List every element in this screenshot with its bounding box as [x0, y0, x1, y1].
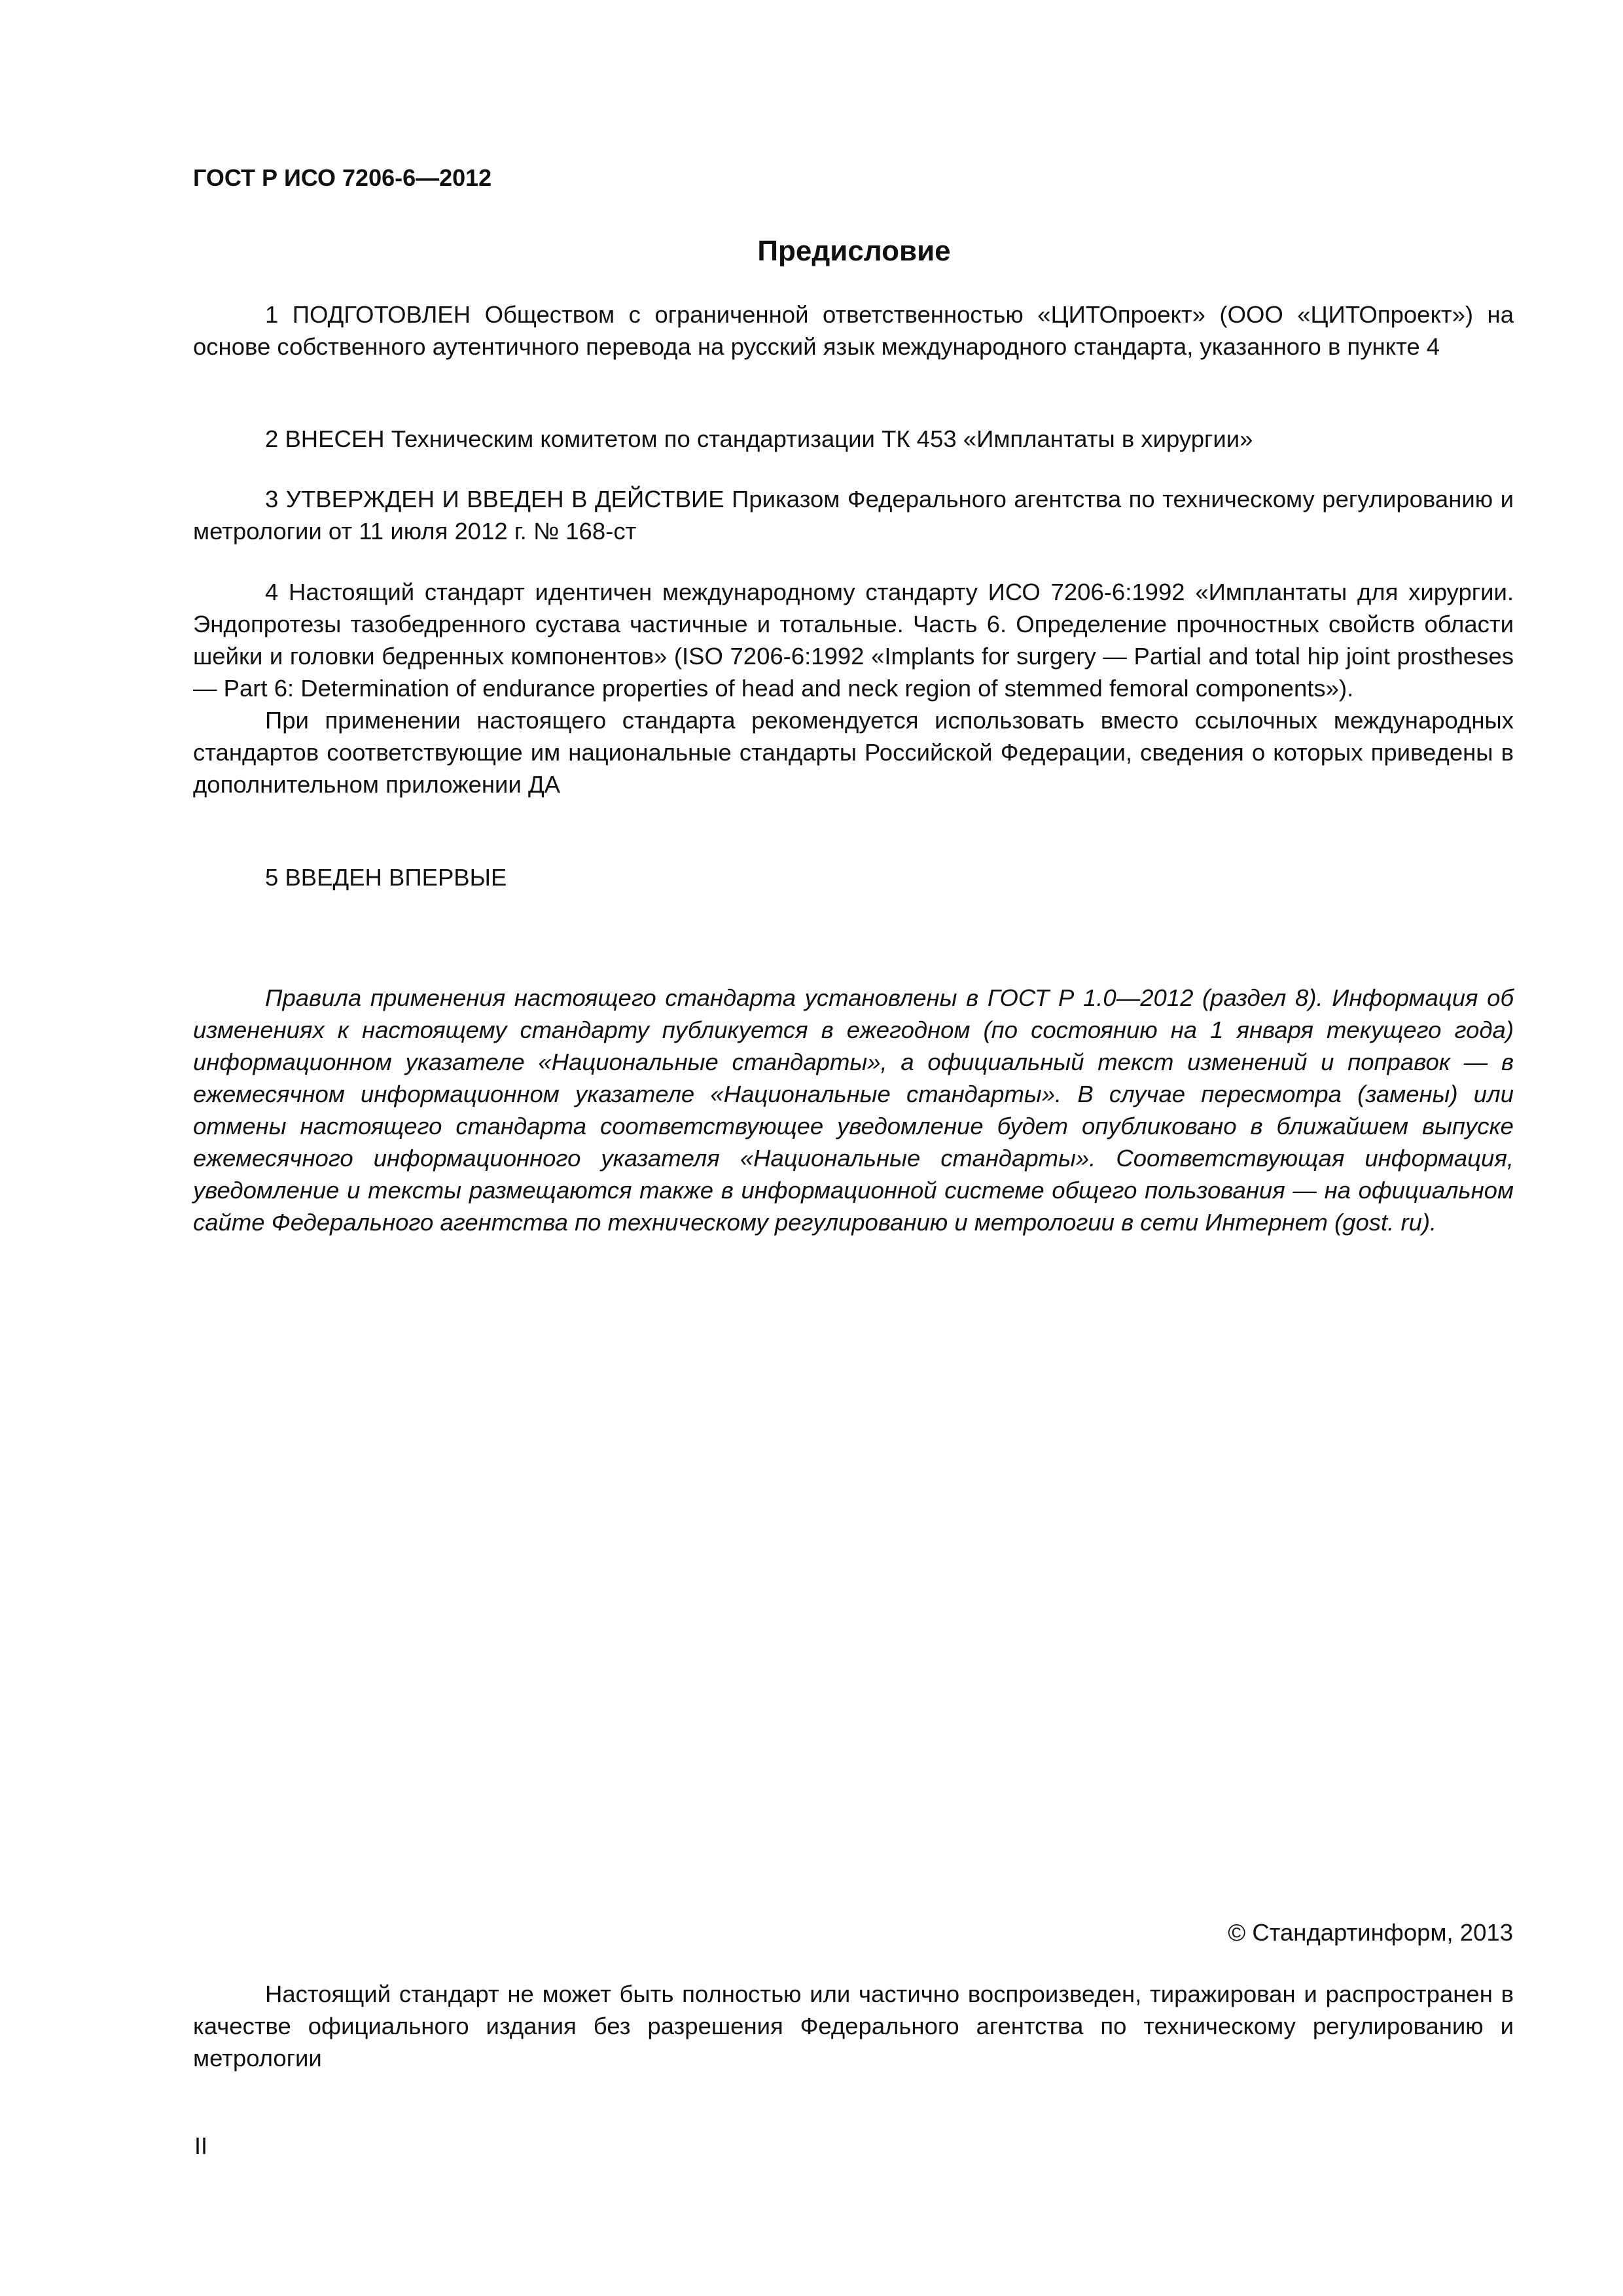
reproduction-notice-text: Настоящий стандарт не может быть полностью или частично воспроизведен, тиражирован и распространен в качестве официального издания без разрешения Федерального агентства по техническому регулированию и метрологии: [193, 1981, 1514, 2072]
foreword-item-1: [193, 298, 1514, 363]
reproduction-notice: [193, 1978, 1514, 2074]
copyright-notice: © Стандартинформ, 2013: [1228, 1919, 1513, 1946]
page-number: II: [194, 2132, 208, 2159]
foreword-item-4-text: 4 Настоящий стандарт идентичен международному стандарту ИСО 7206-6:1992 «Имплантаты для хирургии. Эндопротезы тазобедренного сустава частичные и тотальные. Часть 6. Определение прочностных свойств области шейки и головки бедренных компонентов» (ISO 7206-6:1992 «Implants for surgery — Partial and total hip joint prostheses — Part 6: Determination of endurance properties of head and neck region of stemmed femoral components»).: [193, 579, 1514, 702]
foreword-item-2: [193, 423, 1514, 455]
rules-notice-text: Правила применения настоящего стандарта установлены в ГОСТ Р 1.0—2012 (раздел 8). Информация об изменениях к настоящему стандарту публикуется в ежегодном (по состоянию на 1 января текущего года) информационном указателе «Национальные стандарты», а официальный текст изменений и поправок — в ежемесячном информационном указателе «Национальные стандарты». В случае пересмотра (замены) или отмены настоящего стандарта соответствующее уведомление будет опубликовано в ближайшем выпуске ежемесячного информационного указателя «Национальные стандарты». Соответствующая информация, уведомление и тексты размещаются также в информационной системе общего пользования — на официальном сайте Федерального агентства по техническому регулированию и метрологии в сети Интернет (gost. ru).: [193, 984, 1514, 1236]
foreword-item-1-text: 1 ПОДГОТОВЛЕН Обществом с ограниченной ответственностью «ЦИТОпроект» (ООО «ЦИТОпроект») на основе собственного аутентичного перевода на русский язык международного стандарта, указанного в пункте 4: [193, 301, 1514, 360]
foreword-item-2-text: 2 ВНЕСЕН Техническим комитетом по стандартизации ТК 453 «Имплантаты в хирургии»: [265, 425, 1253, 452]
foreword-item-3: [193, 483, 1514, 547]
foreword-item-3-text: 3 УТВЕРЖДЕН И ВВЕДЕН В ДЕЙСТВИЕ Приказом Федерального агентства по техническому регулированию и метрологии от 11 июля 2012 г. № 168-ст: [193, 486, 1514, 545]
foreword-heading: Предисловие: [757, 235, 951, 267]
foreword-item-5-text: 5 ВВЕДЕН ВПЕРВЫЕ: [265, 864, 507, 891]
foreword-item-4-note: При применении настоящего стандарта рекомендуется использовать вместо ссылочных международных стандартов соответствующие им национальные стандарты Российской Федерации, сведения о которых приведены в дополнительном приложении ДА: [193, 707, 1514, 798]
document-code: ГОСТ Р ИСО 7206-6—2012: [193, 164, 492, 191]
foreword-item-5: [193, 861, 1514, 893]
foreword-item-4: [193, 576, 1514, 800]
rules-notice: [193, 982, 1514, 1238]
